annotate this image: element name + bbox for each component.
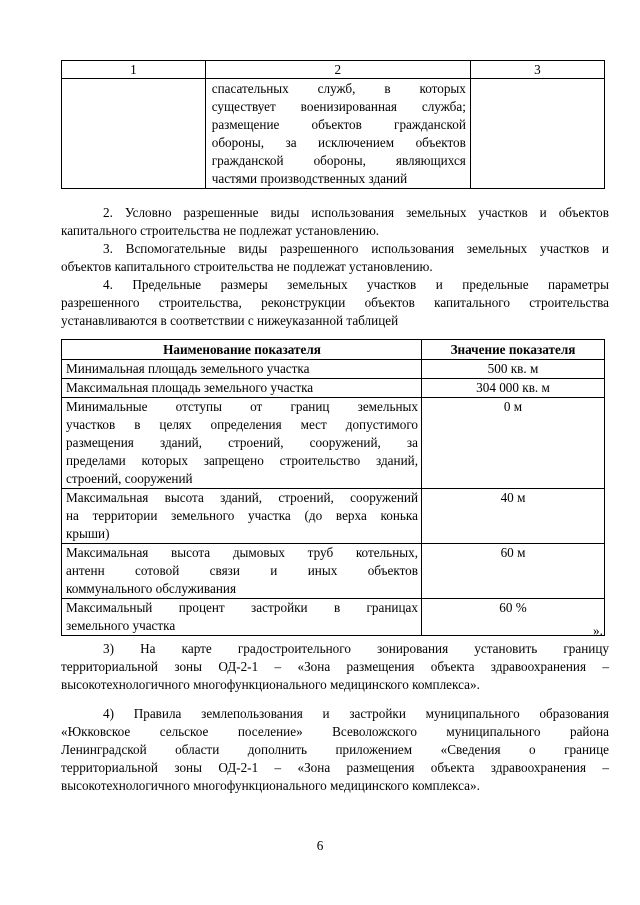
paragraph-line: территориальной зоны ОД-2-1 – «Зона размещения объекта здравоохранения – [61,659,609,674]
indicator-value: 304 000 кв. м [422,379,605,398]
indicator-value: 0 м [422,398,605,489]
indicator-value: 500 кв. м [422,360,605,379]
paragraph-2 [61,204,609,240]
paragraph-line: капитального строительства не подлежат установлению. [61,223,380,238]
table-row [62,398,605,489]
indicator-line: Минимальные отступы от границ земельных [66,399,418,414]
indicator-line: участков в целях определения мест допустимого [66,417,418,432]
table-cell-empty [470,79,604,189]
table-header-row [62,61,605,79]
cell-line: размещение объектов гражданской [211,117,466,132]
table-row [62,489,605,544]
indicator-line: антенн сотовой связи и иных объектов [66,563,418,578]
indicator-line: крыши) [66,526,110,541]
paragraph-4 [61,276,609,330]
cell-line: спасательных служб, в которых [211,81,466,96]
indicator-line: Максимальная высота зданий, строений, сооружений [66,490,418,505]
paragraph-line: объектов капитального строительства не подлежат установлению. [61,259,433,274]
header-indicator-value: Значение показателя [422,340,605,360]
cell-line: существует военизированная служба; [211,99,466,114]
header-indicator-name: Наименование показателя [62,340,422,360]
paragraph-line: 3) На карте градостроительного зонирования установить границу [103,641,609,656]
table-cell-text [205,79,470,189]
page-number: 6 [316,838,324,853]
column-header-1: 1 [62,61,206,79]
closing-quote: ». [593,623,603,638]
paragraph-line: высокотехнологичного многофункционального медицинского комплекса». [61,778,480,793]
table-header-row [62,340,605,360]
table-row [62,360,605,379]
indicator-name [62,379,422,398]
paragraph-line: 3. Вспомогательные виды разрешенного использования земельных участков и [103,241,609,256]
indicator-name [62,599,422,636]
column-header-3: 3 [470,61,604,79]
indicator-name [62,544,422,599]
indicator-line: пределами которых запрещено строительство зданий, [66,453,418,468]
item-4-paragraph [61,705,609,795]
paragraph-line: высокотехнологичного многофункционального медицинского комплекса». [61,677,480,692]
paragraph-line: разрешенного строительства, реконструкции объектов капитального строительства [61,295,609,310]
paragraph-line: 2. Условно разрешенные виды использования земельных участков и объектов [103,205,609,220]
indicator-line: Максимальная площадь земельного участка [66,380,314,395]
paragraph-line: «Юкковское сельское поселение» Всеволожского муниципального района [61,724,609,739]
paragraph-line: Ленинградской области дополнить приложением «Сведения о границе [61,742,609,757]
continuation-table [61,60,605,189]
indicator-value: 60 % [422,599,605,636]
paragraph-line: 4) Правила землепользования и застройки муниципального образования [103,706,609,721]
indicator-line: Максимальная высота дымовых труб котельных, [66,545,418,560]
indicator-line: на территории земельного участка (до верха конька [66,508,418,523]
cell-line: гражданской обороны, являющихся [211,153,466,168]
indicator-line: коммунального обслуживания [66,581,237,596]
table-cell-empty [62,79,206,189]
table-row [62,379,605,398]
paragraph-line: устанавливаются в соответствии с нижеуказанной таблицей [61,313,399,328]
indicator-name [62,398,422,489]
table-row [62,599,605,636]
indicator-line: размещения зданий, строений, сооружений, за [66,435,418,450]
indicator-name [62,489,422,544]
column-header-2: 2 [205,61,470,79]
indicator-name [62,360,422,379]
parameters-table [61,339,605,636]
indicator-value: 40 м [422,489,605,544]
table-row [62,544,605,599]
cell-line: частями производственных зданий [211,171,408,186]
indicator-line: Минимальная площадь земельного участка [66,361,310,376]
indicator-value: 60 м [422,544,605,599]
cell-line: обороны, за исключением объектов [211,135,466,150]
indicator-line: Максимальный процент застройки в границах [66,600,418,615]
indicator-line: земельного участка [66,618,176,633]
table-row [62,79,605,189]
paragraph-line: территориальной зоны ОД-2-1 – «Зона размещения объекта здравоохранения – [61,760,609,775]
indicator-line: строений, сооружений [66,471,193,486]
item-3-paragraph [61,640,609,694]
paragraph-3 [61,240,609,276]
paragraph-line: 4. Предельные размеры земельных участков и предельные параметры [103,277,609,292]
